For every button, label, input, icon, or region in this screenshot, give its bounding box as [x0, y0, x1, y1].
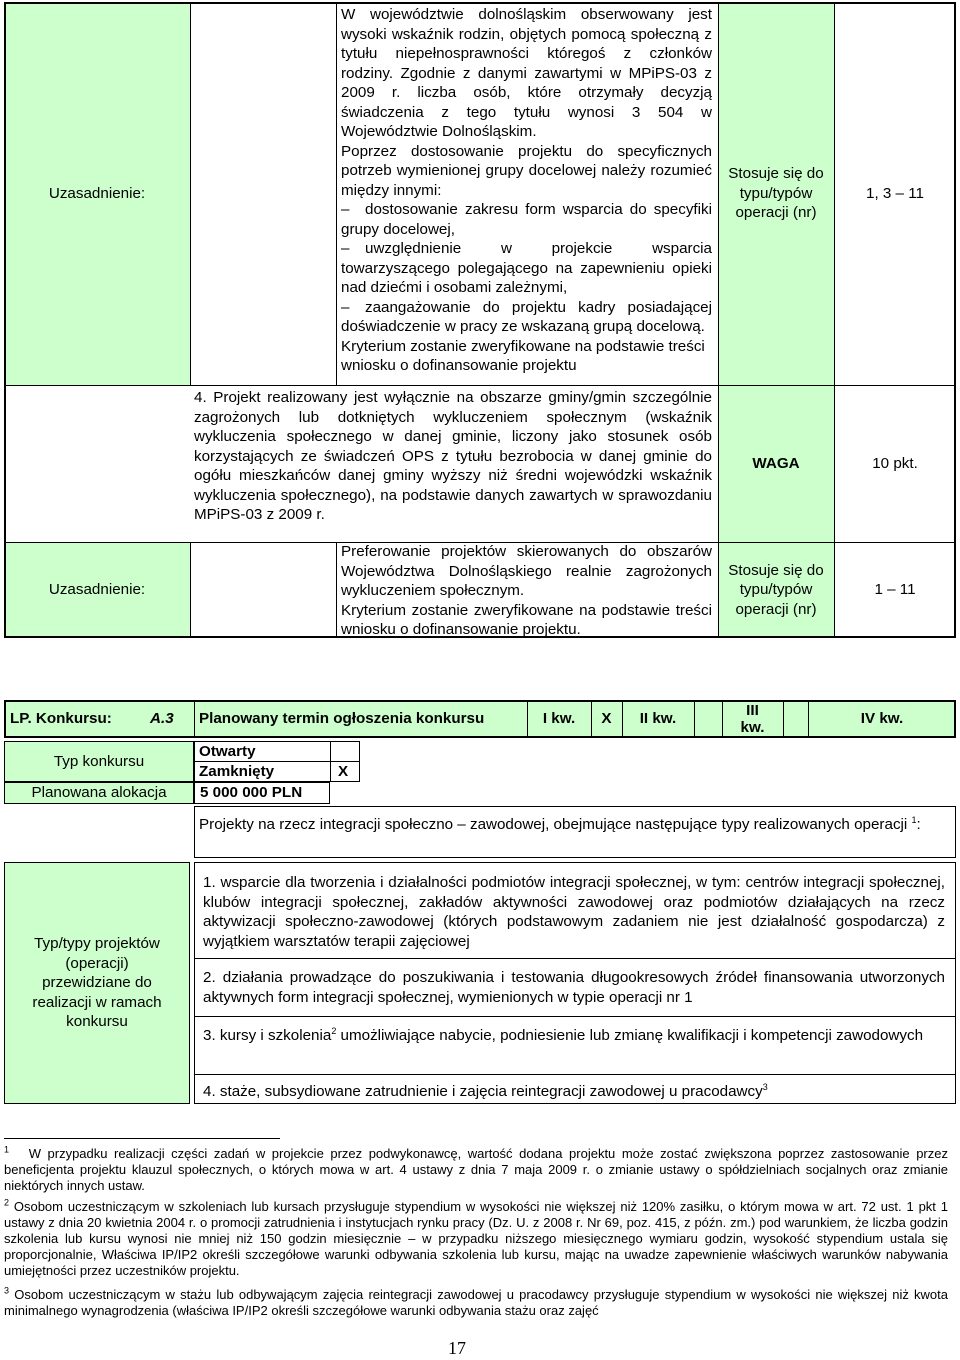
hline — [194, 958, 956, 959]
vline — [190, 2, 191, 385]
uzasadnienie-content — [341, 5, 712, 376]
quarter-1-mark: X — [601, 710, 612, 728]
quarter-1: I kw. — [542, 710, 576, 728]
bullet: – uwzględnienie w projekcie wsparcia towarzyszącego polegającego na zapewnieniu opieki nad dziećmi i osobami zależnymi, — [341, 240, 712, 296]
operation-type-3: 3. kursy i szkolenia$^2$ umożliwiające nabycie, podniesienie lub zmianę kwalifikacji i kompetencji zawodowych — [203, 1025, 924, 1044]
footnote-2: $^2$ Osobom uczestniczącym w szkoleniach lub kursach przysługuje stypendium w wysokości nie większej niż 120% zasiłku, o którym mowa w art. 72 ust. 1 pkt 1 ustawy z dnia 20 kwietnia 2004 r. o promocji zatrudnienia i instytucjach rynku pracy (Dz. U. z 2008 r. Nr 69, poz. 415, z późn. zm.) pod warunkiem, że liczba godzin szkolenia lub kursu wynosi nie mniej niż 150 godzin miesięcznie – w przypadku niższego miesięcznego wymiaru godzin, wysokość stypendium ustala się proporcjonalnie, Właściwa IP/IP2 określi szczegółowe warunki odbywania szkolenia lub kursu, mając na uwadze zapewnienie właściwych warunków nabywania umiejętności przez uczestników projektu. — [4, 1197, 948, 1278]
termin-label: Planowany termin ogłoszenia konkursu — [199, 710, 485, 728]
criterion-4: 4. Projekt realizowany jest wyłącznie na obszarze gminy/gmin szczególnie zagrożonych lub dotkniętych wykluczeniem społecznym (wskaźnik wykluczenia społecznego w danej gminie, liczony jako stosunek osób korzystających ze świadczeń OPS z tytułu bezrobocia w danej gminie do ogółu mieszkańców danej gminy wyższy niż średni wojewódzki wskaźnik wykluczenia społecznego), na podstawie danych zawartych w sprawozdaniu MPiPS-03 z 2009 r. — [194, 389, 712, 523]
vline — [336, 542, 337, 638]
vline — [783, 700, 784, 738]
kryterium-note: Kryterium zostanie zweryfikowane na podstawie treści wniosku o dofinansowanie projektu — [341, 337, 705, 374]
preference-text: Preferowanie projektów skierowanych do obszarów Województwa Dolnośląskiego realnie zagrożonych wykluczeniem społecznym. — [341, 543, 712, 599]
bullet: – zaangażowanie do projektu kadry posiadającej doświadczenie w pracy ze wskazaną grupą docelową. — [341, 298, 712, 335]
stosuje-label: Stosuje się do typu/typów operacji (nr) — [728, 165, 824, 222]
vline — [190, 542, 191, 638]
otwarty-option: Otwarty — [199, 743, 256, 760]
hline — [194, 1074, 956, 1075]
typ-konkursu-label: Typ konkursu — [53, 752, 145, 770]
alokacja-label: Planowana alokacja — [31, 784, 167, 802]
quarter-2: II kw. — [639, 710, 677, 728]
operation-numbers: 1, 3 – 11 — [866, 184, 924, 202]
para2: Poprzez dostosowanie projektu do specyficznych potrzeb wymienionej grupy docelowej należy rozumieć między innymi: — [341, 142, 712, 199]
uzasadnienie-content-2 — [341, 542, 712, 640]
waga-label: WAGA — [752, 454, 800, 472]
vline — [336, 2, 337, 385]
vline — [694, 700, 695, 738]
stosuje-label-2: Stosuje się do typu/typów operacji (nr) — [728, 561, 824, 618]
para1: W województwie dolnośląskim obserwowany jest wysoki wskaźnik rodzin, objętych pomocą społeczną z tytułu niepełnosprawności któregoś z członków rodziny. Zgodnie z danymi zawartymi w MPiPS-03 z 2009 r. liczba osób, które otrzymały decyzją świadczenia z tego tytułu wynosi 3 504 w Województwie Dolnośląskim. — [341, 6, 712, 140]
vline — [194, 700, 195, 738]
uzasadnienie-label-2: Uzasadnienie: — [48, 581, 146, 599]
bullet: – dostosowanie zakresu form wsparcia do specyfiki grupy docelowej, — [341, 201, 712, 238]
waga-value: 10 pkt. — [872, 454, 918, 472]
quarter-3: III kw. — [740, 702, 765, 736]
operation-type-2: 2. działania prowadzące do poszukiwania i testowania długookresowych źródeł finansowania utworzonych aktywnych form integracji społecznej, wymienionych w typie operacji nr 1 — [203, 969, 945, 1006]
top-criteria-table — [4, 2, 956, 638]
uzasadnienie-label: Uzasadnienie: — [48, 184, 146, 202]
operation-type-1: 1. wsparcie dla tworzenia i działalności podmiotów integracji społecznej, w tym: centrów integracji społecznej, klubów integracji społecznej, zakładów aktywności zawodowej oraz podmiotów działających na rzecz aktywizacji społeczno-zawodowej (których podstawowym zadaniem nie jest działalność gospodarcza) z wyjątkiem warsztatów terapii zajęciowej — [203, 874, 945, 950]
alokacja-value: 5 000 000 PLN — [200, 784, 303, 801]
page-number: 17 — [448, 1338, 466, 1358]
operation-numbers-2: 1 – 11 — [874, 581, 916, 599]
footnote-1: $^1$ W przypadku realizacji części zadań w projekcie przez podwykonawcę, wartość dodana projektu może zostać zwiększona poprzez zastosowanie przez beneficjenta projektu klauzul społecznych, o których mowa w art. 4 ustawy z dnia 7 maja 2009 r. o zmianie ustawy o spółdzielniach socjalnych oraz zmianie niektórych innych ustaw. — [4, 1144, 948, 1193]
zamkniety-option: Zamknięty — [199, 763, 275, 780]
quarter-4: IV kw. — [860, 710, 904, 728]
zamkniety-mark: X — [338, 763, 349, 780]
footnote-separator — [4, 1138, 280, 1139]
typy-label: Typ/typy projektów (operacji) przewidziane do realizacji w ramach konkursu — [32, 935, 162, 1031]
footnote-3: $^3$ Osobom uczestniczącym w stażu lub odbywającym zajęcia reintegracji zawodowej u pracodawcy przysługuje stypendium w wysokości nie większej niż kwota minimalnego wynagrodzenia (właściwa IP/IP2 określi szczegółowe warunki odbywania stażu oraz zajęć — [4, 1285, 948, 1318]
typ-options-vline — [330, 741, 331, 782]
lp-konkursu-label: LP. Konkursu: — [10, 710, 112, 728]
lp-konkursu-value: A.3 — [150, 710, 174, 728]
intro-text: Projekty na rzecz integracji społeczno – zawodowej, obejmujące następujące typy realizowanych operacji $^1$: — [199, 814, 921, 833]
kryterium-note-2: Kryterium zostanie zweryfikowane na podstawie treści wniosku o dofinansowanie projektu. — [341, 601, 712, 638]
operation-type-4: 4. staże, subsydiowane zatrudnienie i zajęcia reintegracji zawodowej u pracodawcy$^3$ — [203, 1081, 768, 1100]
hline — [194, 1016, 956, 1017]
